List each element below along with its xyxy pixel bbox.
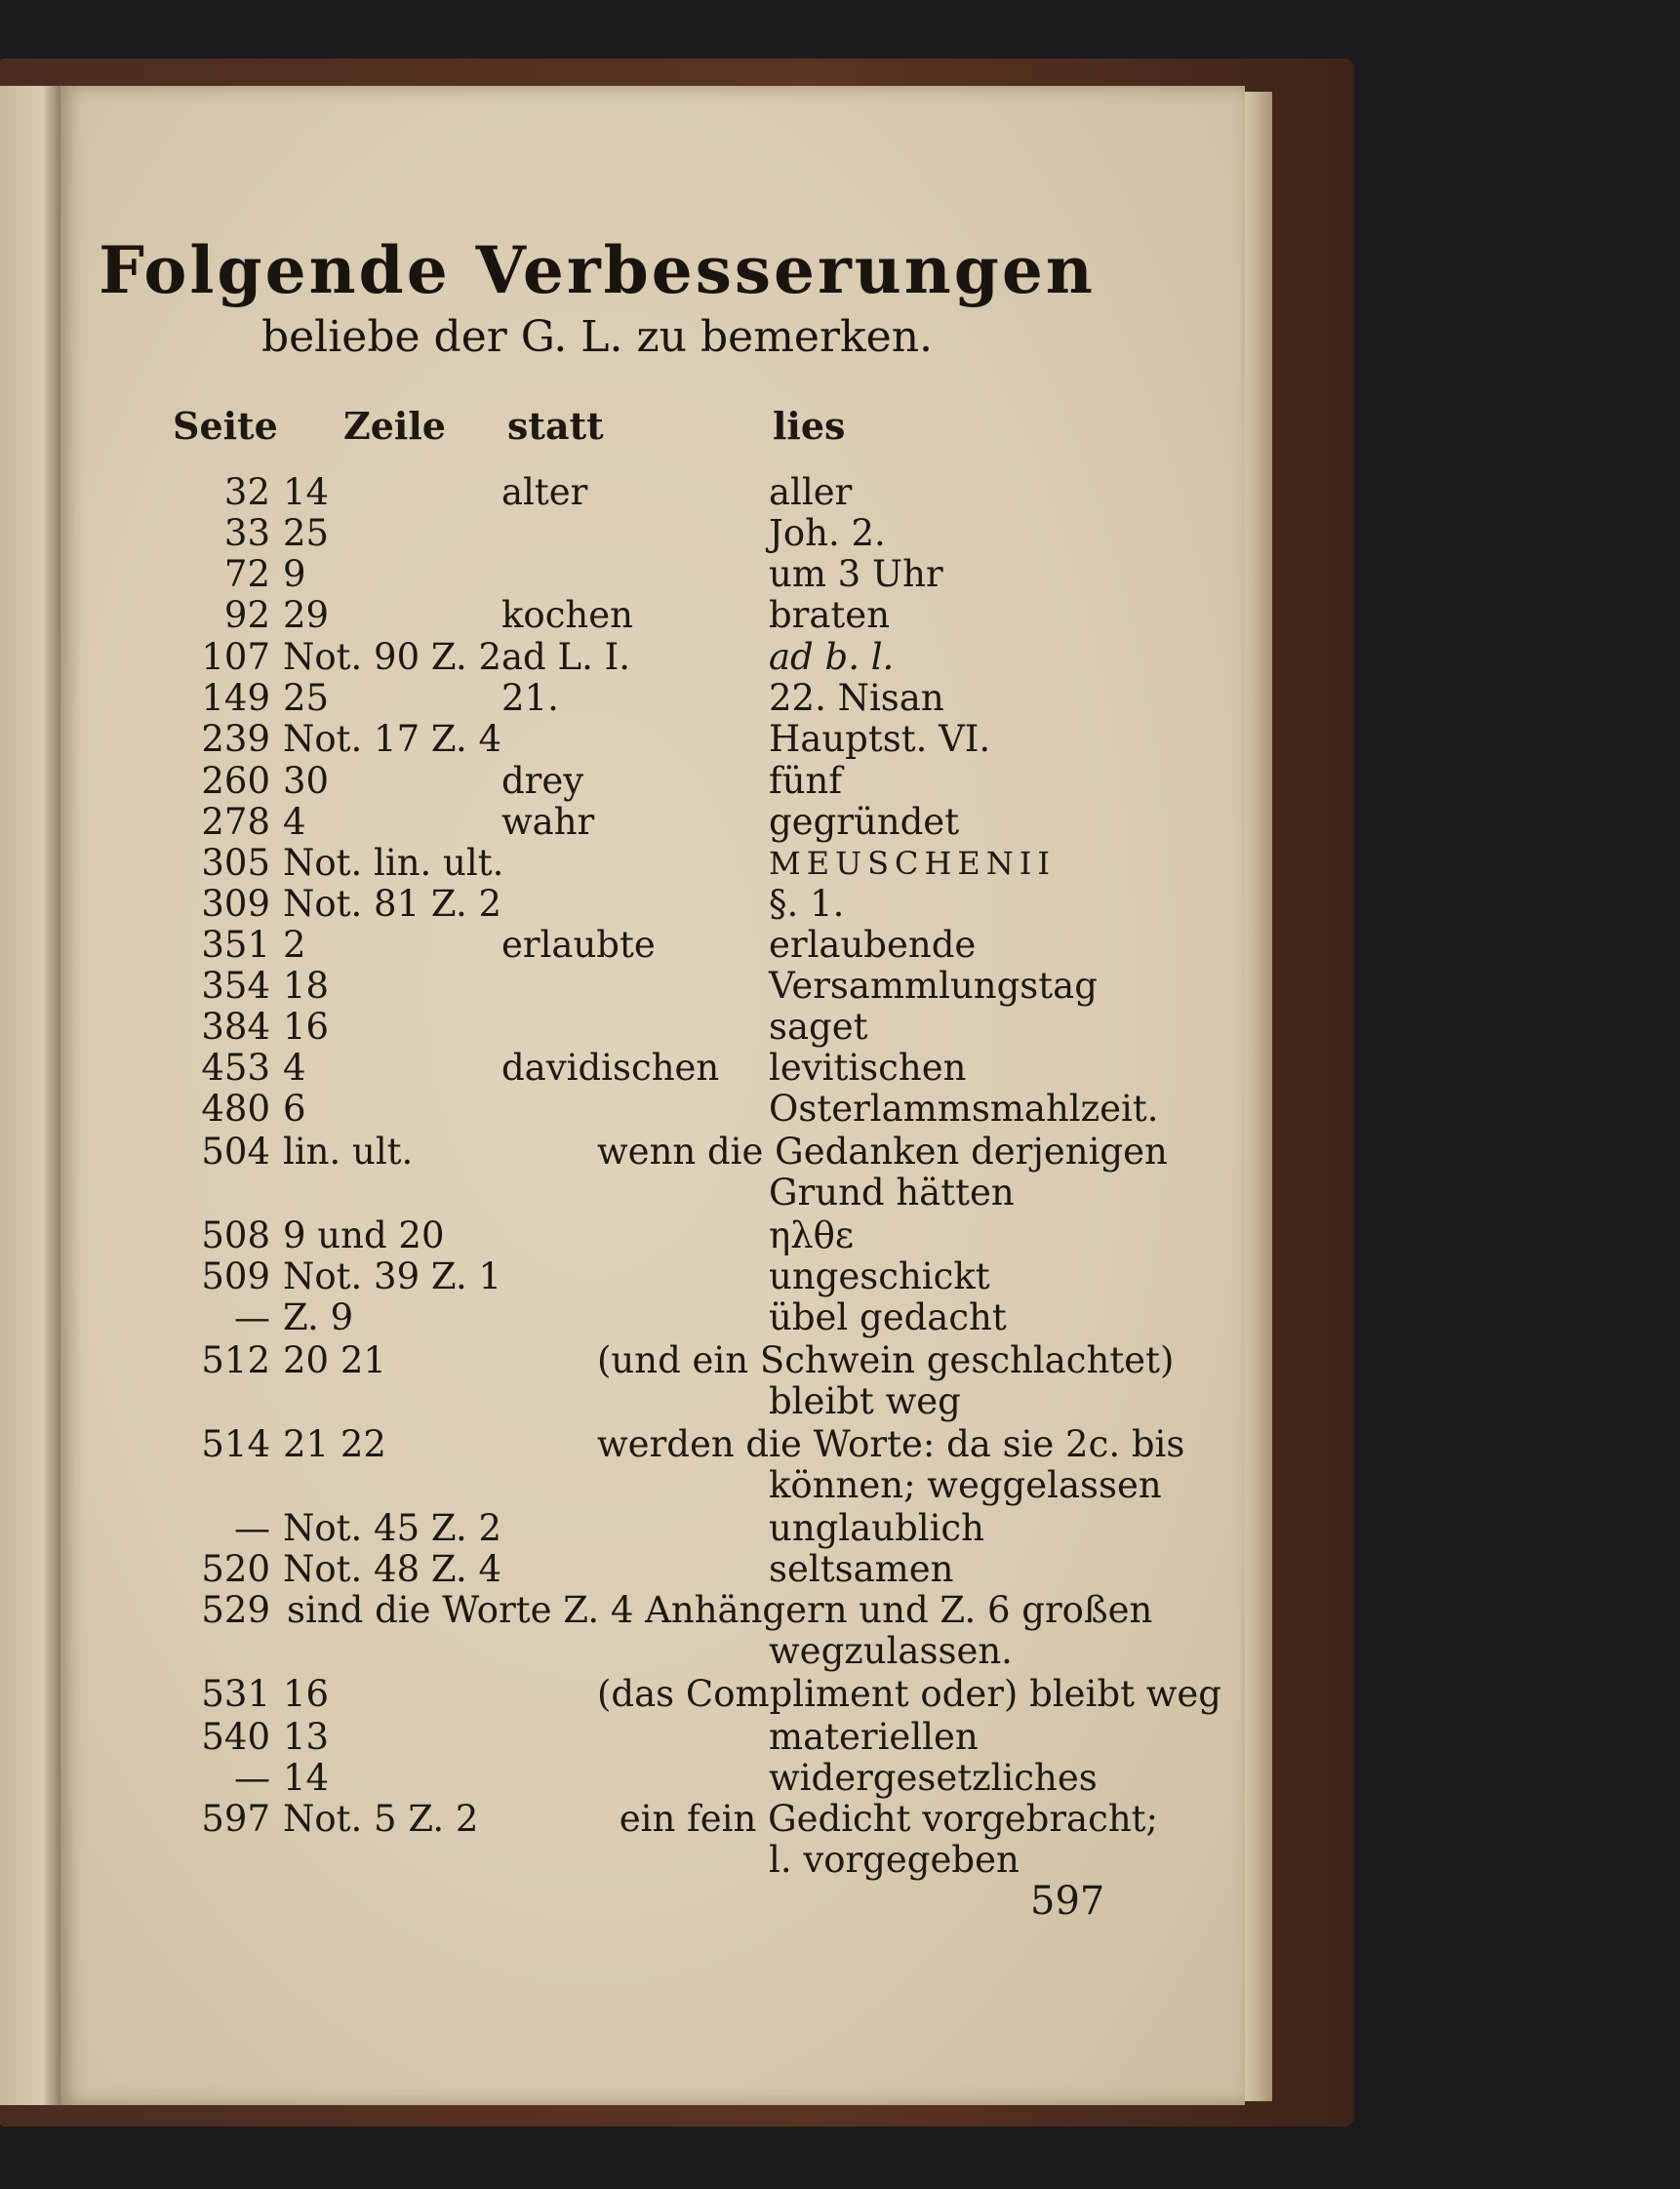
errata-cell-statt: ad L. I.	[501, 636, 630, 678]
errata-cell-lies: erlaubende	[769, 924, 977, 966]
errata-cell-lies: widergesetzliches	[769, 1757, 1098, 1799]
errata-cell-page: 149	[201, 677, 270, 719]
errata-cell-statt: davidischen	[501, 1047, 720, 1089]
errata-cell-lies: ungeschickt	[769, 1255, 990, 1297]
errata-cell-lies: seltsamen	[769, 1548, 954, 1590]
errata-cell-page: 540	[201, 1716, 270, 1758]
errata-row	[60, 1465, 1245, 1506]
errata-row	[60, 802, 1245, 843]
errata-row	[60, 925, 1245, 966]
errata-cell-lies: gegründet	[769, 801, 960, 843]
errata-cell-lies: um 3 Uhr	[769, 553, 943, 595]
errata-cell-lies: saget	[769, 1006, 868, 1048]
errata-cell-page: 531	[201, 1673, 270, 1715]
errata-cell-lies: (das Compliment oder) bleibt weg	[597, 1673, 1221, 1715]
errata-row	[60, 1631, 1245, 1672]
errata-cell-lies: Grund hätten	[769, 1172, 1015, 1214]
errata-cell-page: 520	[201, 1548, 270, 1590]
header-line: Zeile	[343, 404, 446, 448]
errata-row	[60, 1048, 1245, 1089]
errata-cell-page: —	[234, 1757, 270, 1799]
errata-cell-line: 21 22	[283, 1423, 386, 1465]
errata-cell-line: 16	[283, 1006, 330, 1048]
errata-cell-page: 33	[223, 512, 270, 554]
errata-row	[60, 1674, 1245, 1715]
errata-row	[60, 1758, 1245, 1799]
errata-row	[60, 1549, 1245, 1590]
errata-row	[60, 719, 1245, 760]
errata-cell-page: —	[234, 1296, 270, 1338]
errata-row	[60, 513, 1245, 554]
errata-cell-statt: drey	[501, 760, 584, 802]
errata-cell-line: sind die Worte Z. 4 Anhängern und Z. 6 großen	[287, 1589, 1153, 1631]
errata-row	[60, 884, 1245, 925]
errata-cell-page: —	[234, 1507, 270, 1549]
errata-cell-page: 514	[201, 1423, 270, 1465]
errata-cell-lies: materiellen	[769, 1716, 979, 1758]
errata-cell-statt: erlaubte	[501, 924, 656, 966]
errata-cell-page: 92	[223, 594, 270, 636]
errata-cell-lies: 22. Nisan	[769, 677, 944, 719]
errata-cell-line: 9 und 20	[283, 1214, 445, 1256]
errata-cell-lies: levitischen	[769, 1047, 967, 1089]
errata-cell-line: 13	[283, 1716, 330, 1758]
errata-cell-page: 508	[201, 1214, 270, 1256]
header-lies: lies	[773, 404, 846, 448]
errata-cell-line: 18	[283, 965, 330, 1007]
errata-row	[60, 637, 1245, 678]
errata-cell-lies: aller	[769, 471, 853, 513]
errata-cell-page: 504	[201, 1131, 270, 1173]
errata-cell-lies: ein fein Gedicht vorgebracht;	[619, 1798, 1158, 1840]
errata-cell-line: Not. 45 Z. 2	[283, 1507, 502, 1549]
errata-row	[60, 1508, 1245, 1549]
errata-cell-page: 239	[201, 718, 270, 760]
errata-row	[60, 1799, 1245, 1840]
errata-row	[60, 1424, 1245, 1465]
errata-cell-line: 16	[283, 1673, 330, 1715]
errata-cell-lies: MEUSCHENII	[769, 845, 1057, 882]
errata-cell-lies: l. vorgegeben	[769, 1839, 1020, 1881]
errata-cell-lies: §. 1.	[769, 883, 845, 925]
errata-cell-page: 509	[201, 1255, 270, 1297]
header-statt: statt	[507, 404, 604, 448]
errata-cell-line: 4	[283, 801, 306, 843]
errata-cell-page: 309	[201, 883, 270, 925]
errata-cell-line: Not. 39 Z. 1	[283, 1255, 502, 1297]
errata-cell-line: 6	[283, 1088, 306, 1130]
errata-cell-statt: wahr	[501, 801, 595, 843]
errata-cell-line: 30	[283, 760, 330, 802]
errata-cell-lies: fünf	[769, 760, 843, 802]
errata-cell-lies: wegzulassen.	[769, 1630, 1013, 1672]
errata-row	[60, 1173, 1245, 1214]
errata-cell-lies: (und ein Schwein geschlachtet)	[597, 1339, 1175, 1381]
errata-cell-line: 14	[283, 1757, 330, 1799]
errata-cell-page: 529	[201, 1589, 270, 1631]
errata-cell-statt: 21.	[501, 677, 559, 719]
errata-cell-lies: unglaublich	[769, 1507, 984, 1549]
errata-cell-line: Not. 17 Z. 4	[283, 718, 502, 760]
errata-cell-lies: Versammlungstag	[769, 965, 1098, 1007]
errata-cell-page: 305	[201, 842, 270, 884]
errata-row	[60, 1717, 1245, 1758]
page-subtitle: beliebe der G. L. zu bemerken.	[260, 312, 934, 362]
errata-cell-lies: wenn die Gedanken derjenigen	[597, 1131, 1168, 1173]
errata-cell-line: lin. ult.	[283, 1131, 414, 1173]
errata-cell-lies: übel gedacht	[769, 1296, 1007, 1338]
errata-row	[60, 1840, 1245, 1881]
errata-cell-page: 354	[201, 965, 270, 1007]
errata-cell-line: Not. lin. ult.	[283, 842, 504, 884]
errata-cell-line: 20 21	[283, 1339, 386, 1381]
errata-cell-lies: können; weggelassen	[769, 1464, 1162, 1506]
errata-cell-line: Not. 48 Z. 4	[283, 1548, 502, 1590]
errata-cell-page: 72	[223, 553, 270, 595]
errata-cell-page: 384	[201, 1006, 270, 1048]
errata-cell-statt: alter	[501, 471, 588, 513]
errata-cell-line: Not. 81 Z. 2	[283, 883, 502, 925]
errata-cell-lies: Osterlammsmahlzeit.	[769, 1088, 1159, 1130]
errata-cell-line: Not. 90 Z. 2	[283, 636, 502, 678]
errata-cell-lies: bleibt weg	[769, 1380, 961, 1422]
errata-cell-page: 480	[201, 1088, 270, 1130]
errata-cell-page: 278	[201, 801, 270, 843]
errata-cell-lies: braten	[769, 594, 891, 636]
errata-cell-page: 597	[201, 1798, 270, 1840]
errata-row	[60, 595, 1245, 636]
errata-cell-lies: Hauptst. VI.	[769, 718, 991, 760]
errata-cell-line: Not. 5 Z. 2	[283, 1798, 479, 1840]
errata-cell-line: 14	[283, 471, 330, 513]
errata-row	[60, 1381, 1245, 1422]
page-title: Folgende Verbesserungen	[99, 232, 1096, 308]
errata-row	[60, 843, 1245, 884]
errata-cell-page: 260	[201, 760, 270, 802]
errata-cell-lies: ad b. l.	[769, 636, 895, 678]
errata-cell-lies: ηλθε	[769, 1214, 855, 1256]
errata-cell-line: 29	[283, 594, 330, 636]
errata-row	[60, 1132, 1245, 1173]
errata-cell-line: 4	[283, 1047, 306, 1089]
errata-row	[60, 1340, 1245, 1381]
errata-row	[60, 966, 1245, 1007]
errata-cell-page: 107	[201, 636, 270, 678]
errata-cell-lies: werden die Worte: da sie 2c. bis	[597, 1423, 1185, 1465]
errata-cell-page: 512	[201, 1339, 270, 1381]
errata-row	[60, 554, 1245, 595]
header-page: Seite	[173, 404, 278, 448]
errata-cell-line: 2	[283, 924, 306, 966]
errata-row	[60, 472, 1245, 513]
errata-cell-line: Z. 9	[283, 1296, 354, 1338]
errata-cell-line: 25	[283, 677, 330, 719]
errata-cell-page: 351	[201, 924, 270, 966]
errata-row	[60, 1089, 1245, 1130]
errata-row	[60, 1297, 1245, 1338]
errata-cell-line: 9	[283, 553, 306, 595]
errata-row	[60, 1256, 1245, 1297]
page-number: 597	[1030, 1879, 1105, 1924]
errata-page	[60, 86, 1245, 2105]
left-page-edge	[0, 86, 60, 2105]
errata-row	[60, 1215, 1245, 1256]
errata-row	[60, 761, 1245, 802]
errata-row	[60, 1007, 1245, 1048]
errata-row	[60, 1590, 1245, 1631]
errata-cell-page: 32	[223, 471, 270, 513]
errata-cell-page: 453	[201, 1047, 270, 1089]
errata-row	[60, 678, 1245, 719]
errata-cell-line: 25	[283, 512, 330, 554]
errata-cell-statt: kochen	[501, 594, 633, 636]
errata-cell-lies: Joh. 2.	[769, 512, 886, 554]
